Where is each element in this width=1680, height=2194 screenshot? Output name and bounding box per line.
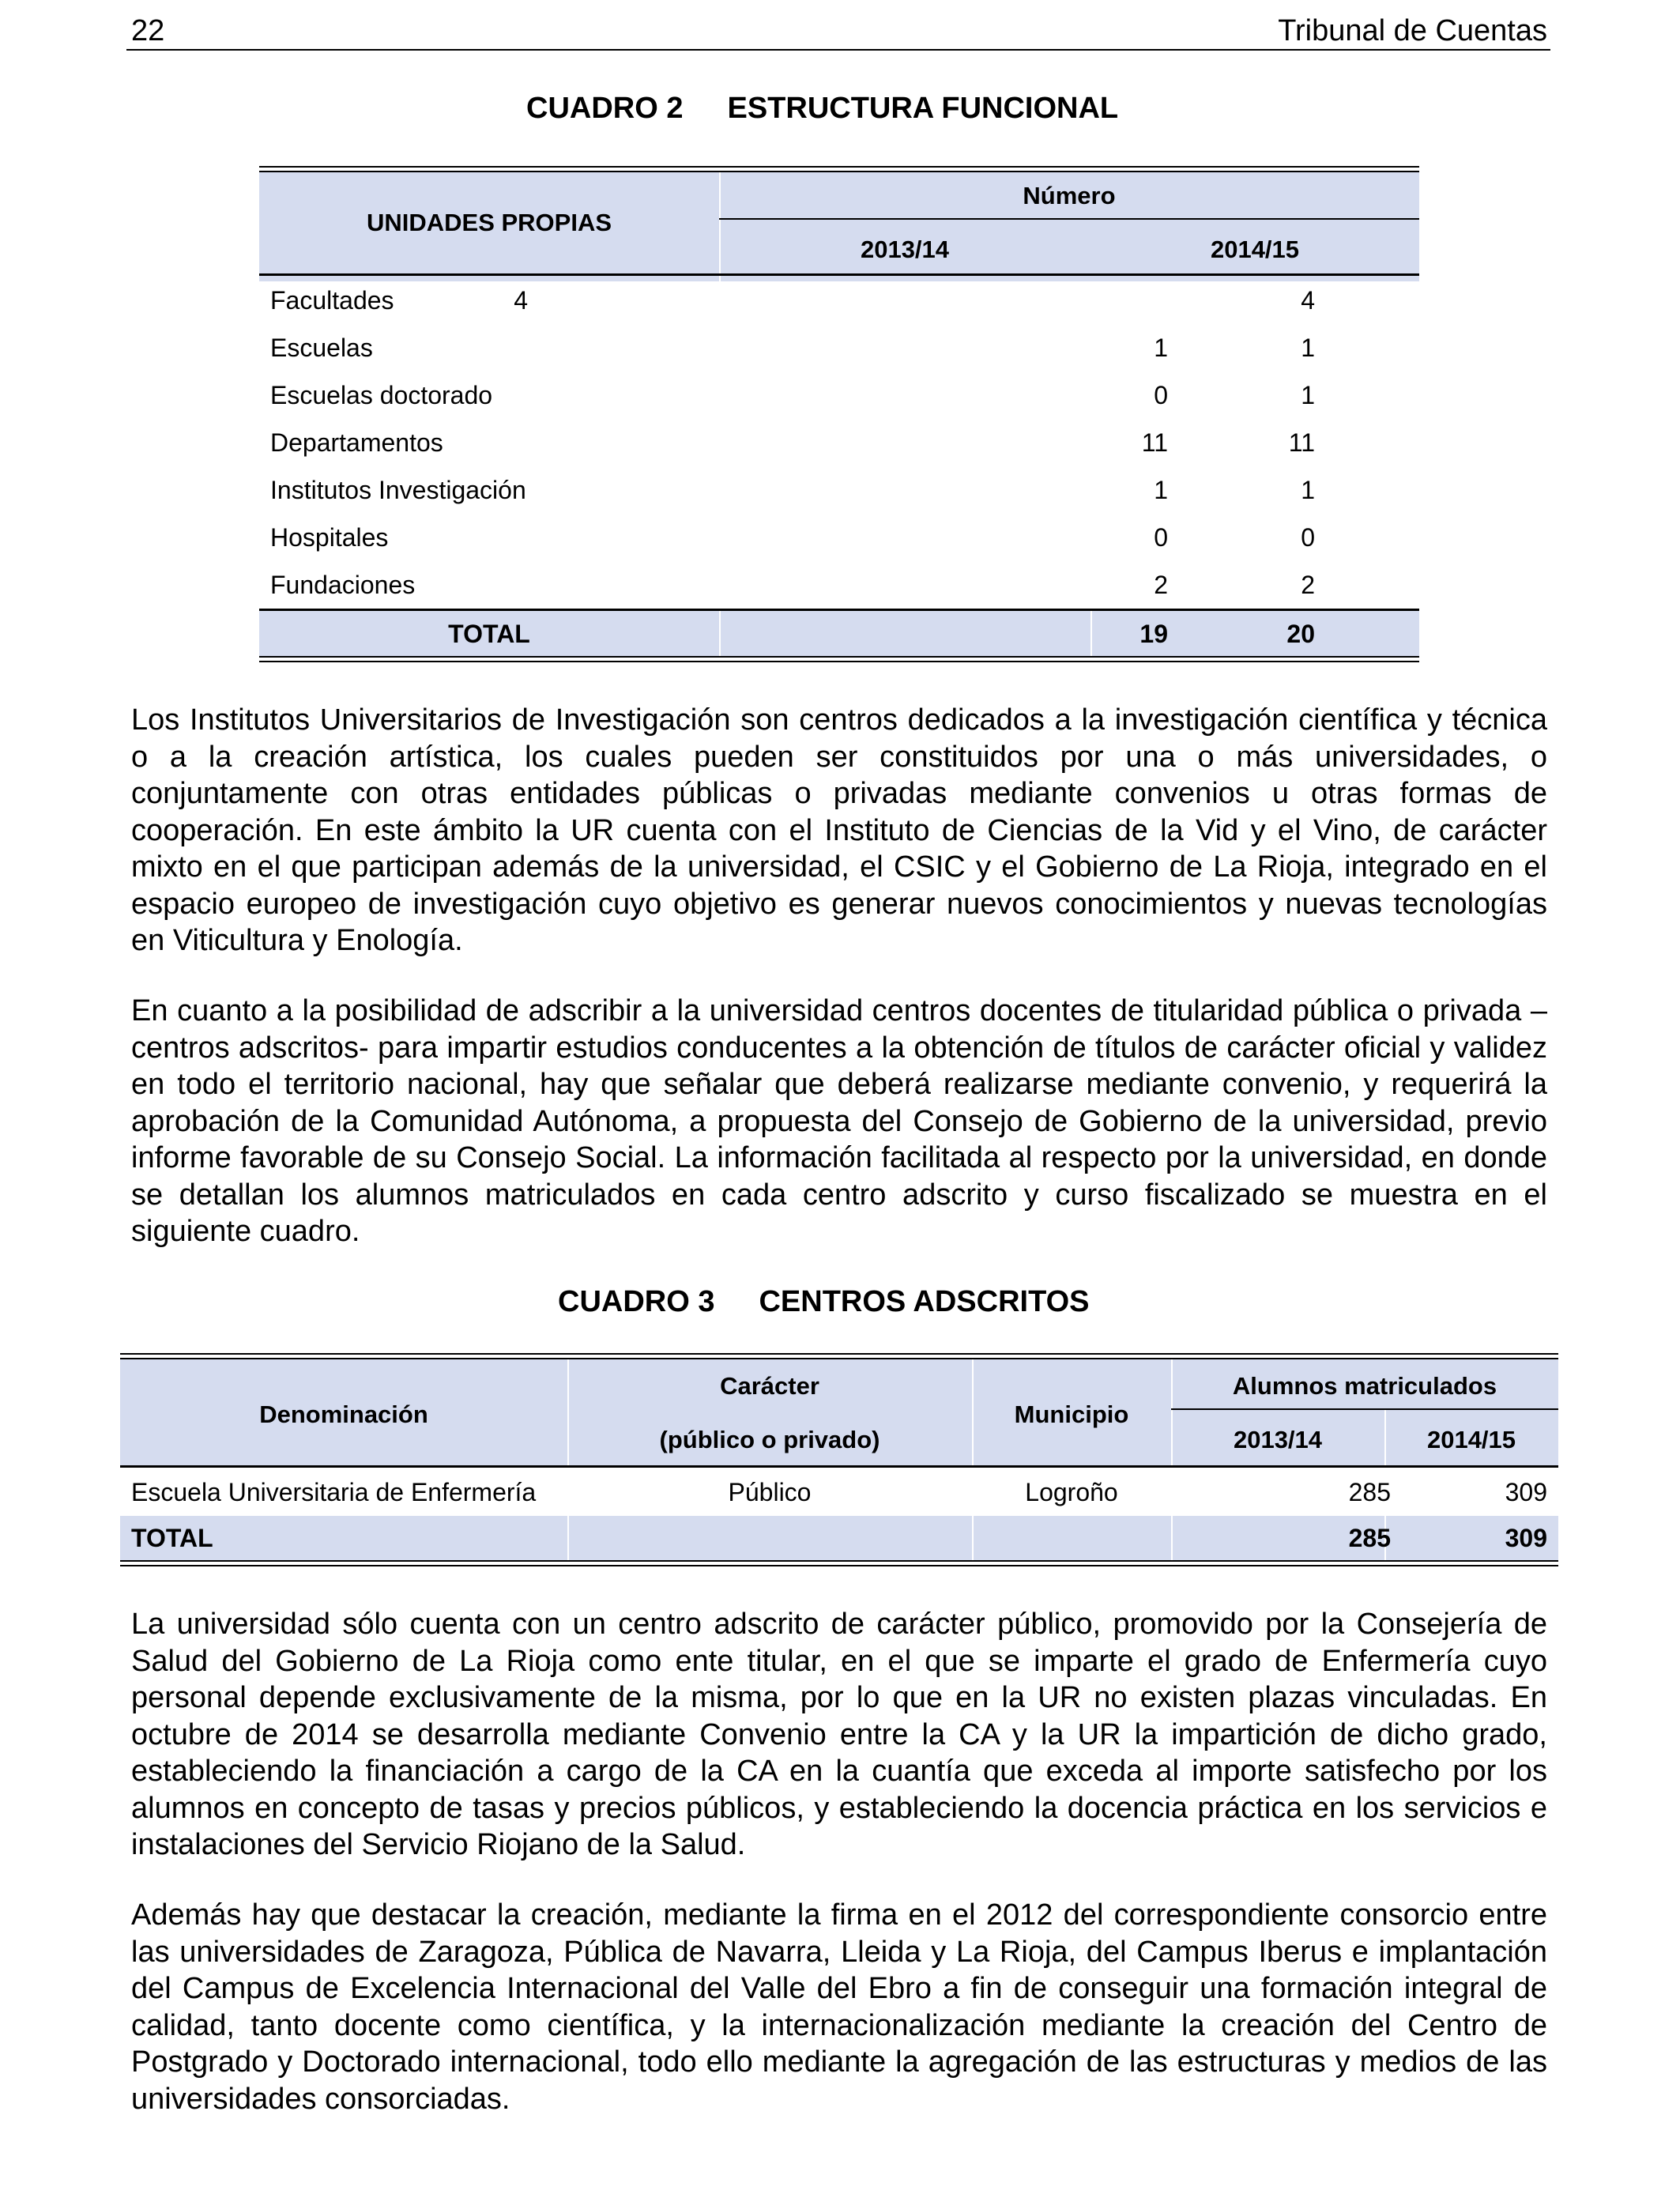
row-value-2014: 0 [1301, 523, 1315, 552]
organization-name: Tribunal de Cuentas [1278, 14, 1547, 47]
affiliated-centres-table [120, 1353, 1558, 1571]
row-caracter: Público [728, 1478, 812, 1506]
paragraph-single-centre: La universidad sólo cuenta con un centro adscrito de carácter público, promovido por la Consejería de Salud del Gobierno de La Rioja como ente titular, en el que se imparte el grado de Enfermería cuyo personal depende exclusivamente de la misma, por lo que en la UR no existen plazas vinculadas. En octubre de 2014 se desarrolla mediante Convenio entre la CA y la UR la impartición de dicho grado, estableciendo la financiación a cargo de la CA en la cuantía que exceda al importe satisfecho por los alumnos en concepto de tasas y precios públicos, y estableciendo la docencia práctica en los servicios e instalaciones del Servicio Riojano de la Salud. [131, 1608, 1547, 1861]
table1-top-border [259, 166, 1419, 172]
table1-number-header: Número [1023, 182, 1116, 209]
row-value-2013: 1 [1154, 334, 1168, 362]
table2-total-separator [1171, 1516, 1173, 1560]
total-value-2014: 20 [1286, 620, 1315, 648]
table1-caption-number: CUADRO 2 [526, 92, 684, 125]
row-label: Escuelas doctorado [270, 381, 493, 409]
total-value-2013: 285 [1348, 1524, 1391, 1552]
structure-table [259, 166, 1419, 665]
table1-total-separator [719, 611, 721, 656]
table2-caption-number: CUADRO 3 [558, 1285, 715, 1318]
total-label: TOTAL [448, 620, 530, 648]
page-header [126, 14, 1550, 51]
row-label: Facultades [270, 286, 394, 315]
table2-year2-header: 2014/15 [1426, 1426, 1516, 1453]
table2-total-separator [567, 1516, 569, 1560]
row-value-2013: 0 [1154, 523, 1168, 552]
row-value-2014: 309 [1505, 1478, 1547, 1506]
table2-denominacion-header: Denominación [259, 1400, 428, 1428]
table2-bottom-border [120, 1560, 1558, 1566]
row-value-2014: 1 [1301, 381, 1315, 409]
row-label: Fundaciones [270, 571, 416, 599]
row-value-2013: 4 [514, 286, 528, 315]
row-value-2014: 2 [1301, 571, 1315, 599]
total-value-2014: 309 [1505, 1524, 1547, 1552]
table2-year1-header: 2013/14 [1233, 1426, 1323, 1453]
table2-alumnos-header: Alumnos matriculados [1232, 1372, 1497, 1400]
table2-caracter-header: Carácter [720, 1372, 819, 1400]
row-municipio: Logroño [1025, 1478, 1118, 1506]
table1-year2-header: 2014/15 [1210, 236, 1300, 263]
row-label: Escuelas [270, 334, 373, 362]
row-value-2014: 4 [1301, 286, 1315, 315]
table2-caption-title: CENTROS ADSCRITOS [759, 1285, 1090, 1318]
table1-units-header: UNIDADES PROPIAS [366, 209, 612, 236]
table1-header-bottom-rule [259, 273, 1419, 276]
table2-total-band [120, 1516, 1558, 1560]
table1-total-separator [1090, 611, 1092, 656]
row-label: Hospitales [270, 523, 389, 552]
table1-number-underline [719, 218, 1419, 220]
table2-top-border [120, 1353, 1558, 1359]
page-number: 22 [131, 14, 165, 47]
row-label: Institutos Investigación [270, 476, 526, 504]
row-value-2013: 11 [1141, 428, 1168, 457]
table2-total-separator [972, 1516, 974, 1560]
row-denominacion: Escuela Universitaria de Enfermería [131, 1478, 537, 1506]
table1-bottom-border [259, 656, 1419, 662]
row-value-2013: 0 [1154, 381, 1168, 409]
table1-caption [526, 92, 1118, 126]
row-value-2014: 1 [1301, 476, 1315, 504]
table2-header-bottom-rule [120, 1465, 1558, 1468]
table2-alumnos-underline [1171, 1408, 1558, 1410]
table1-year1-header: 2013/14 [860, 236, 950, 263]
total-label: TOTAL [131, 1524, 213, 1552]
table2-municipio-header: Municipio [1014, 1400, 1129, 1428]
row-value-2013: 285 [1348, 1478, 1391, 1506]
table2-caracter-subheader: (público o privado) [659, 1426, 880, 1453]
paragraph-campus-iberus: Además hay que destacar la creación, mediante la firma en el 2012 del correspondiente consorcio entre las universidades de Zaragoza, Pública de Navarra, Lleida y La Rioja, del Campus Iberus e implantación del Campus de Excelencia Internacional del Valle del Ebro a fin de conseguir una formación integral de calidad, tanto docente como científica, y la internacionalización mediante la creación del Centro de Postgrado y Doctorado internacional, todo ello mediante la agregación de las estructuras y medios de las universidades consorciadas. [131, 1898, 1547, 2116]
row-label: Departamentos [270, 428, 443, 457]
total-value-2013: 19 [1139, 620, 1168, 648]
row-value-2014: 1 [1301, 334, 1315, 362]
row-value-2014: 11 [1288, 428, 1315, 457]
row-value-2013: 2 [1154, 571, 1168, 599]
table1-caption-title: ESTRUCTURA FUNCIONAL [727, 92, 1119, 125]
paragraph-institutes: Los Institutos Universitarios de Investigación son centros dedicados a la investigación científica y técnica o a la creación artística, los cuales pueden ser constituidos por una o más universidades, o conjuntamente con otras entidades públicas o privadas mediante convenios u otras formas de cooperación. En este ámbito la UR cuenta con el Instituto de Ciencias de la Vid y el Vino, de carácter mixto en el que participan además de la universidad, el CSIC y el Gobierno de La Rioja, integrado en el espacio europeo de investigación cuyo objetivo es generar nuevos conocimientos y nuevas tecnologías en Viticultura y Enología. [131, 703, 1547, 957]
table2-caption [558, 1285, 1090, 1319]
paragraph-affiliated-centres: En cuanto a la posibilidad de adscribir a la universidad centros docentes de titularidad pública o privada –centros adscritos- para impartir estudios conducentes a la obtención de títulos de carácter oficial y validez en todo el territorio nacional, hay que señalar que deberá realizarse mediante convenio, y requerirá la aprobación de la Comunidad Autónoma, a propuesta del Consejo de Gobierno de la universidad, previo informe favorable de su Consejo Social. La información facilitada al respecto por la universidad, en donde se detallan los alumnos matriculados en cada centro adscrito y curso fiscalizado se muestra en el siguiente cuadro. [131, 994, 1547, 1248]
row-value-2013: 1 [1154, 476, 1168, 504]
